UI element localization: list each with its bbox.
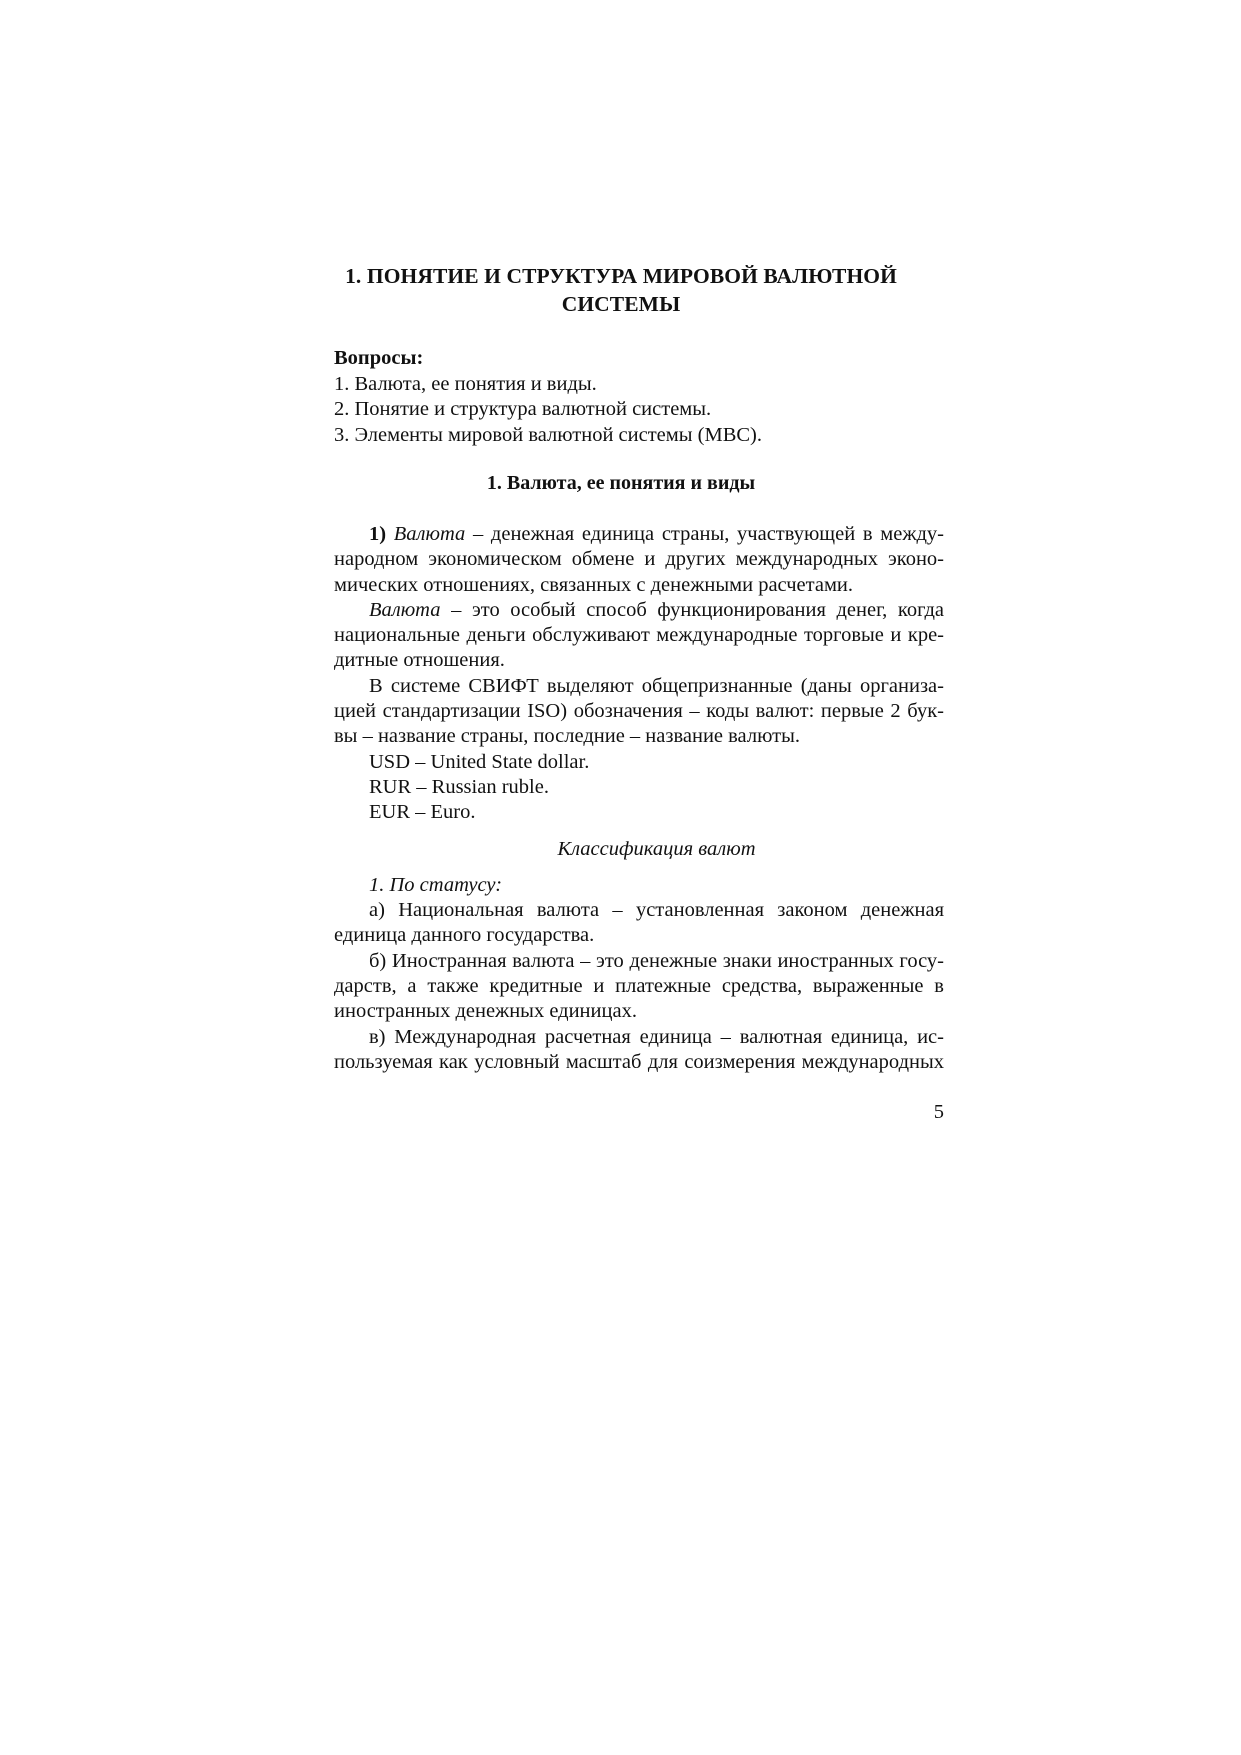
question-item: 1. Валюта, ее понятия и виды. [334, 372, 597, 395]
paragraph-swift-codes [334, 674, 944, 750]
currency-code-item: USD – United State dollar. [369, 750, 590, 773]
classification-heading: Классификация валют [557, 837, 756, 860]
text-line: В системе СВИФТ выделяют общепризнанные (даны организа- [369, 674, 944, 697]
page-number: 5 [933, 1101, 944, 1123]
by-status-heading-block [334, 873, 944, 898]
question-item: 3. Элементы мировой валютной системы (МВС). [334, 423, 763, 446]
text-line: дитные отношения. [334, 649, 505, 672]
term-currency: Валюта [369, 598, 441, 621]
text-line: б) Иностранная валюта – это денежные знаки иностранных госу- [369, 949, 944, 972]
text-line: а) Национальная валюта – установленная законом денежная [369, 899, 944, 922]
term-currency: Валюта [393, 523, 466, 545]
text-line: единица данного государства. [334, 924, 595, 947]
text-line: в) Международная расчетная единица – валютная единица, ис- [369, 1025, 944, 1048]
paragraph-number: 1) [369, 523, 387, 545]
paragraph-currency-definition-2 [334, 598, 944, 674]
questions-heading: Вопросы: [334, 347, 424, 369]
text-line: дарств, а также кредитные и платежные средства, выраженные в [334, 975, 944, 998]
question-item: 2. Понятие и структура валютной системы. [334, 398, 712, 420]
text-line [334, 598, 944, 623]
text-line [334, 522, 944, 547]
currency-code-item: RUR – Russian ruble. [369, 775, 549, 798]
text-line: национальные деньги обслуживают международные торговые и кре- [334, 624, 944, 647]
chapter-title-line-2: СИСТЕМЫ [561, 292, 681, 316]
body-text [334, 522, 944, 1075]
paragraph-currency-definition-1 [334, 522, 944, 598]
text-line: иностранных денежных единицах. [334, 1000, 637, 1023]
currency-codes-list [334, 750, 944, 826]
text-line: народном экономическом обмене и других международных эконо- [334, 548, 944, 571]
item-national-currency [334, 898, 944, 949]
chapter-title-line-1: 1. ПОНЯТИЕ И СТРУКТУРА МИРОВОЙ ВАЛЮТНОЙ [345, 264, 897, 288]
text-line: вы – название страны, последние – название валюты. [334, 725, 800, 748]
questions-block [334, 346, 944, 448]
text-line: мических отношениях, связанных с денежными расчетами. [334, 573, 854, 596]
item-international-unit [334, 1025, 944, 1076]
section-title: 1. Валюта, ее понятия и виды [486, 472, 756, 494]
text-line: цией стандартизации ISO) обозначения – коды валют: первые 2 бук- [334, 700, 944, 723]
currency-code-item: EUR – Euro. [369, 801, 476, 824]
chapter-title [298, 262, 944, 318]
text-fragment: – денежная единица страны, участвующей в между- [465, 523, 944, 545]
text-fragment: – это особый способ функционирования денег, когда [440, 598, 944, 621]
by-status-heading: 1. По статусу: [369, 873, 503, 896]
item-foreign-currency [334, 949, 944, 1025]
text-line: пользуемая как условный масштаб для соизмерения международных [334, 1050, 944, 1073]
